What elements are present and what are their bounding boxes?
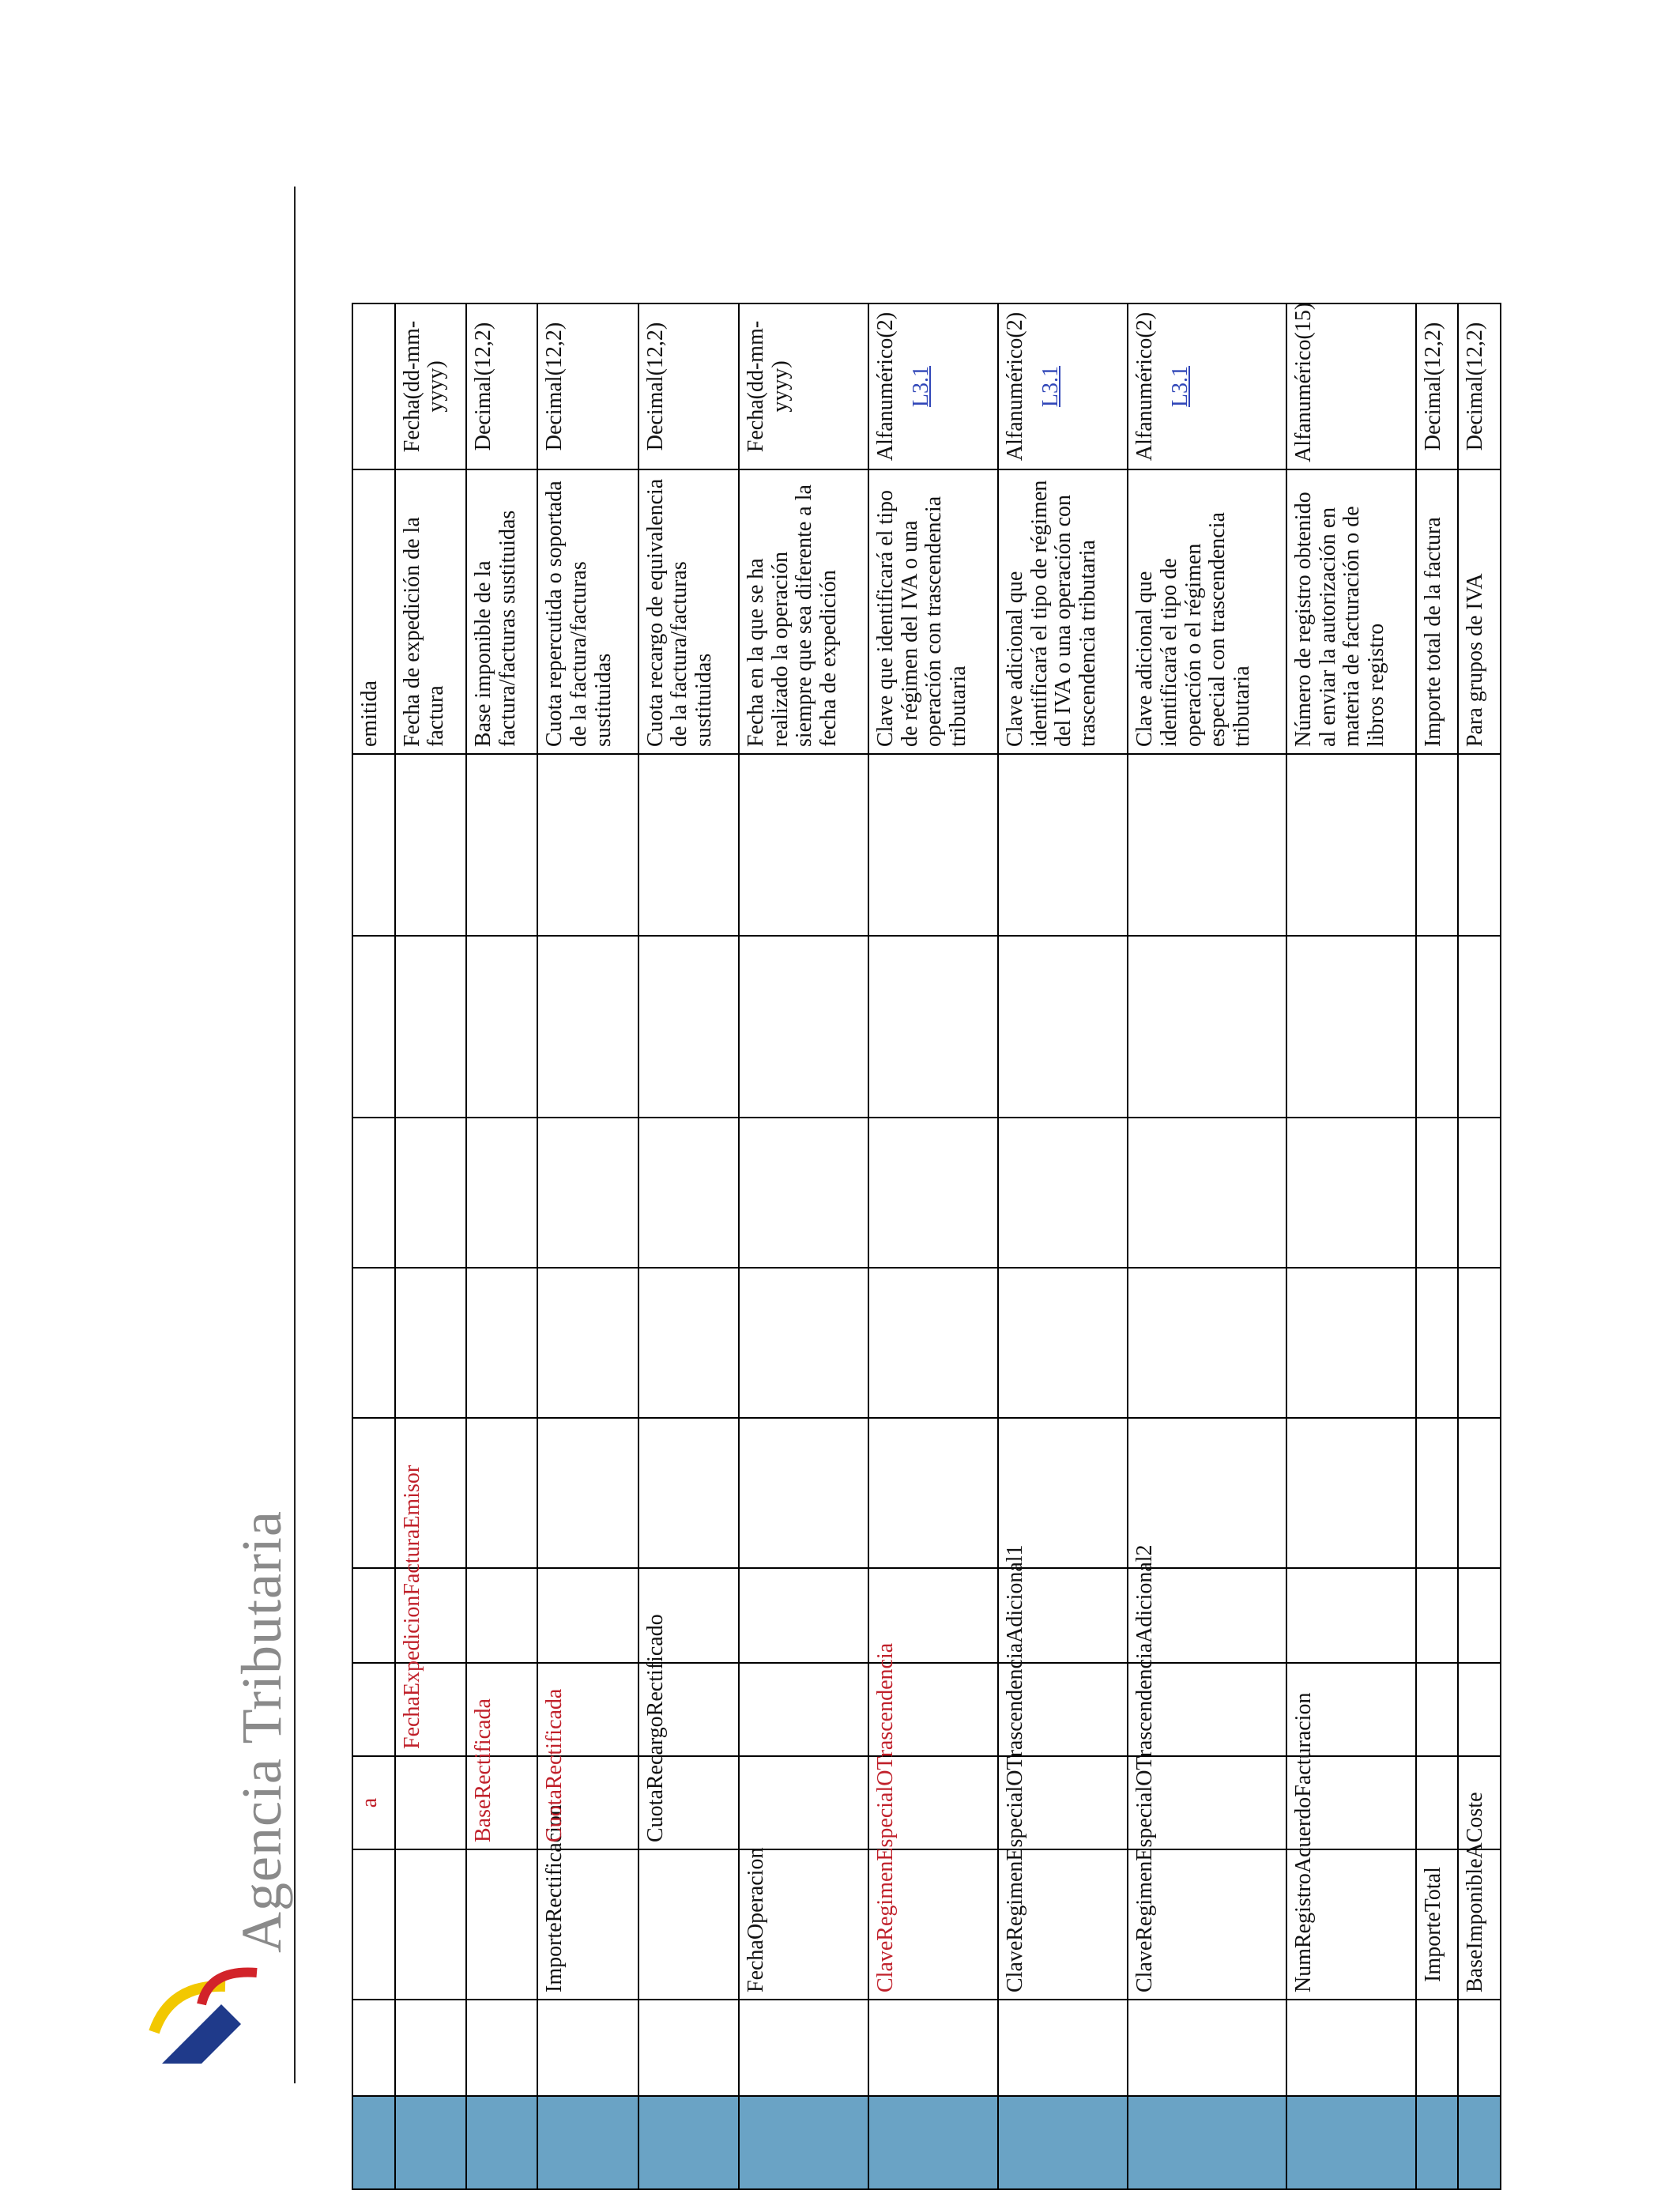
- sidebar-cell: [739, 2096, 868, 2189]
- empty-cell: [739, 1418, 868, 1568]
- field-name-cell: [352, 1849, 395, 2000]
- empty-cell: [466, 1418, 537, 1568]
- field-name-cell: ClaveRegimenEspecialOTrascendenciaAdicional2: [1128, 1849, 1286, 2000]
- empty-cell: [1458, 754, 1501, 936]
- format-cell: [395, 303, 466, 469]
- empty-cell: [537, 754, 638, 936]
- empty-cell: [868, 1118, 998, 1268]
- agencia-tributaria-logo-icon: [146, 1961, 265, 2079]
- empty-cell: [739, 754, 868, 936]
- format-text: Decimal(12,2): [1420, 322, 1445, 451]
- field-name-cell: ClaveRegimenEspecialOTrascendenciaAdicional1: [998, 1849, 1128, 2000]
- empty-cell: [739, 1568, 868, 1663]
- field-name-cell: [638, 1849, 739, 2000]
- empty-cell: [395, 1118, 466, 1268]
- format-cell: [1128, 303, 1286, 469]
- format-cell: [638, 303, 739, 469]
- subsubfield-cell: [739, 1663, 868, 1756]
- format-text: Alfanumérico(2): [1002, 311, 1027, 462]
- empty-cell: [868, 936, 998, 1118]
- table-row: [1286, 303, 1416, 2189]
- brand-name: Agencia Tributaria: [230, 1510, 293, 1953]
- empty-cell: [1416, 754, 1459, 936]
- empty-cell: [395, 2000, 466, 2096]
- validation-link[interactable]: L3.1: [1167, 365, 1192, 408]
- empty-cell: [352, 2000, 395, 2096]
- empty-cell: [395, 754, 466, 936]
- format-text: Decimal(12,2): [642, 322, 668, 451]
- field-name-cell: [466, 1849, 537, 2000]
- empty-cell: [1416, 1568, 1459, 1663]
- empty-cell: [1458, 1568, 1501, 1663]
- format-cell: [998, 303, 1128, 469]
- description-cell: Clave adicional que identificará el tipo de régimen del IVA o una operación con trascendencia tributaria: [998, 469, 1128, 754]
- empty-cell: [1416, 1118, 1459, 1268]
- table-row: [739, 303, 868, 2189]
- empty-cell: [638, 936, 739, 1118]
- empty-cell: [1416, 2000, 1459, 2096]
- sidebar-cell: [395, 2096, 466, 2189]
- field-name-cell: FechaOperacion: [739, 1849, 868, 2000]
- empty-cell: [1458, 1418, 1501, 1568]
- table-row: [1458, 303, 1501, 2189]
- description-cell: Clave adicional que identificará el tipo de operación o el régimen especial con trascendencia tributaria: [1128, 469, 1286, 754]
- description-cell: Importe total de la factura: [1416, 469, 1459, 754]
- subfield-cell: [739, 1756, 868, 1849]
- sidebar-cell: [1286, 2096, 1416, 2189]
- empty-cell: [638, 1268, 739, 1418]
- description-cell: Base imponible de la factura/facturas sustituidas: [466, 469, 537, 754]
- empty-cell: [638, 2000, 739, 2096]
- format-cell: [868, 303, 998, 469]
- field-name-cell: NumRegistroAcuerdoFacturacion: [1286, 1849, 1416, 2000]
- sidebar-cell: [1128, 2096, 1286, 2189]
- format-cell: [537, 303, 638, 469]
- sidebar-cell: [638, 2096, 739, 2189]
- empty-cell: [466, 936, 537, 1118]
- sidebar-cell: [537, 2096, 638, 2189]
- empty-cell: [868, 1268, 998, 1418]
- subfield-cell: CuotaRectificada: [537, 1756, 638, 1849]
- empty-cell: [998, 2000, 1128, 2096]
- empty-cell: [352, 1418, 395, 1568]
- empty-cell: [537, 936, 638, 1118]
- empty-cell: [1458, 1118, 1501, 1268]
- empty-cell: [998, 754, 1128, 936]
- subfield-cell: BaseRectificada: [466, 1756, 537, 1849]
- empty-cell: [537, 1568, 638, 1663]
- empty-cell: [1286, 936, 1416, 1118]
- subsubfield-cell: [1458, 1663, 1501, 1756]
- empty-cell: [1128, 1268, 1286, 1418]
- empty-cell: [868, 2000, 998, 2096]
- empty-cell: [739, 1268, 868, 1418]
- empty-cell: [537, 1418, 638, 1568]
- subfield-cell: [1416, 1756, 1459, 1849]
- empty-cell: [537, 2000, 638, 2096]
- empty-cell: [1286, 754, 1416, 936]
- empty-cell: [1416, 1418, 1459, 1568]
- empty-cell: [466, 754, 537, 936]
- description-cell: Clave que identificará el tipo de régimen del IVA o una operación con trascendencia tributaria: [868, 469, 998, 754]
- description-cell: Cuota recargo de equivalencia de la factura/facturas sustituidas: [638, 469, 739, 754]
- table-row: [537, 303, 638, 2189]
- format-cell: [1286, 303, 1416, 469]
- empty-cell: [998, 936, 1128, 1118]
- format-text: Alfanumérico(2): [872, 311, 898, 462]
- empty-cell: [868, 754, 998, 936]
- table-row: [998, 303, 1128, 2189]
- format-cell: [1416, 303, 1459, 469]
- table-row: [352, 303, 395, 2189]
- description-cell: Número de registro obtenido al enviar la autorización en materia de facturación o de libros registro: [1286, 469, 1416, 754]
- empty-cell: [638, 1418, 739, 1568]
- description-cell: Fecha de expedición de la factura: [395, 469, 466, 754]
- subfield-cell: a: [352, 1756, 395, 1849]
- field-name-cell: ImporteTotal: [1416, 1849, 1459, 2000]
- empty-cell: [1416, 1268, 1459, 1418]
- format-text: Alfanumérico(15): [1290, 302, 1316, 462]
- empty-cell: [638, 1118, 739, 1268]
- table-row: [466, 303, 537, 2189]
- empty-cell: [395, 936, 466, 1118]
- sidebar-cell: [352, 2096, 395, 2189]
- format-cell: [739, 303, 868, 469]
- subsubfield-cell: FechaExpedicionFacturaEmisor: [395, 1663, 466, 1756]
- empty-cell: [1286, 1118, 1416, 1268]
- empty-cell: [1286, 1568, 1416, 1663]
- empty-cell: [537, 1118, 638, 1268]
- empty-cell: [739, 936, 868, 1118]
- empty-cell: [1416, 936, 1459, 1118]
- fields-table: [352, 303, 1501, 2190]
- description-cell: Para grupos de IVA: [1458, 469, 1501, 754]
- empty-cell: [352, 754, 395, 936]
- empty-cell: [466, 1118, 537, 1268]
- empty-cell: [1458, 2000, 1501, 2096]
- empty-cell: [1128, 754, 1286, 936]
- empty-cell: [466, 1568, 537, 1663]
- empty-cell: [1286, 1418, 1416, 1568]
- fields-table-wrap: [352, 302, 1501, 2190]
- table-row: [1128, 303, 1286, 2189]
- sidebar-cell: [1458, 2096, 1501, 2189]
- format-cell: [352, 303, 395, 469]
- empty-cell: [638, 754, 739, 936]
- format-cell: [1458, 303, 1501, 469]
- description-cell: Fecha en la que se ha realizado la operación siempre que sea diferente a la fecha de expedición: [739, 469, 868, 754]
- empty-cell: [537, 1268, 638, 1418]
- subfield-cell: CuotaRecargoRectificado: [638, 1756, 739, 1849]
- empty-cell: [1458, 1268, 1501, 1418]
- empty-cell: [739, 2000, 868, 2096]
- empty-cell: [1286, 2000, 1416, 2096]
- sidebar-cell: [466, 2096, 537, 2189]
- subsubfield-cell: [1416, 1663, 1459, 1756]
- empty-cell: [352, 1268, 395, 1418]
- empty-cell: [352, 936, 395, 1118]
- empty-cell: [1128, 936, 1286, 1118]
- format-text: Decimal(12,2): [470, 322, 495, 451]
- field-name-cell: [395, 1849, 466, 2000]
- table-row: [395, 303, 466, 2189]
- format-text: Fecha(dd-mm-yyyy): [399, 320, 449, 453]
- empty-cell: [466, 1268, 537, 1418]
- format-text: Decimal(12,2): [542, 322, 567, 451]
- table-row: [1416, 303, 1459, 2189]
- description-cell: Cuota repercutida o soportada de la factura/facturas sustituidas: [537, 469, 638, 754]
- sidebar-cell: [1416, 2096, 1459, 2189]
- table-row: [868, 303, 998, 2189]
- sidebar-cell: [868, 2096, 998, 2189]
- validation-link[interactable]: L3.1: [908, 365, 933, 408]
- field-name-cell: BaseImponibleACoste: [1458, 1849, 1501, 2000]
- format-text: Decimal(12,2): [1463, 322, 1488, 451]
- empty-cell: [352, 1118, 395, 1268]
- format-cell: [466, 303, 537, 469]
- table-row: [638, 303, 739, 2189]
- validation-link[interactable]: L3.1: [1038, 365, 1063, 408]
- empty-cell: [1128, 1118, 1286, 1268]
- format-text: Alfanumérico(2): [1132, 311, 1157, 462]
- empty-cell: [1286, 1268, 1416, 1418]
- subfield-cell: [395, 1756, 466, 1849]
- header-rule: [294, 187, 296, 2083]
- empty-cell: [395, 1268, 466, 1418]
- header-logo-area: [146, 1289, 293, 2079]
- empty-cell: [868, 1418, 998, 1568]
- field-name-cell: ImporteRectificacion: [537, 1849, 638, 2000]
- empty-cell: [998, 1268, 1128, 1418]
- subsubfield-cell: [352, 1663, 395, 1756]
- empty-cell: [998, 1118, 1128, 1268]
- empty-cell: [466, 2000, 537, 2096]
- field-name-cell: ClaveRegimenEspecialOTrascendencia: [868, 1849, 998, 2000]
- empty-cell: [739, 1118, 868, 1268]
- description-cell: emitida: [352, 469, 395, 754]
- format-text: Fecha(dd-mm-yyyy): [743, 320, 793, 453]
- empty-cell: [1128, 2000, 1286, 2096]
- empty-cell: [352, 1568, 395, 1663]
- empty-cell: [1458, 936, 1501, 1118]
- sidebar-cell: [998, 2096, 1128, 2189]
